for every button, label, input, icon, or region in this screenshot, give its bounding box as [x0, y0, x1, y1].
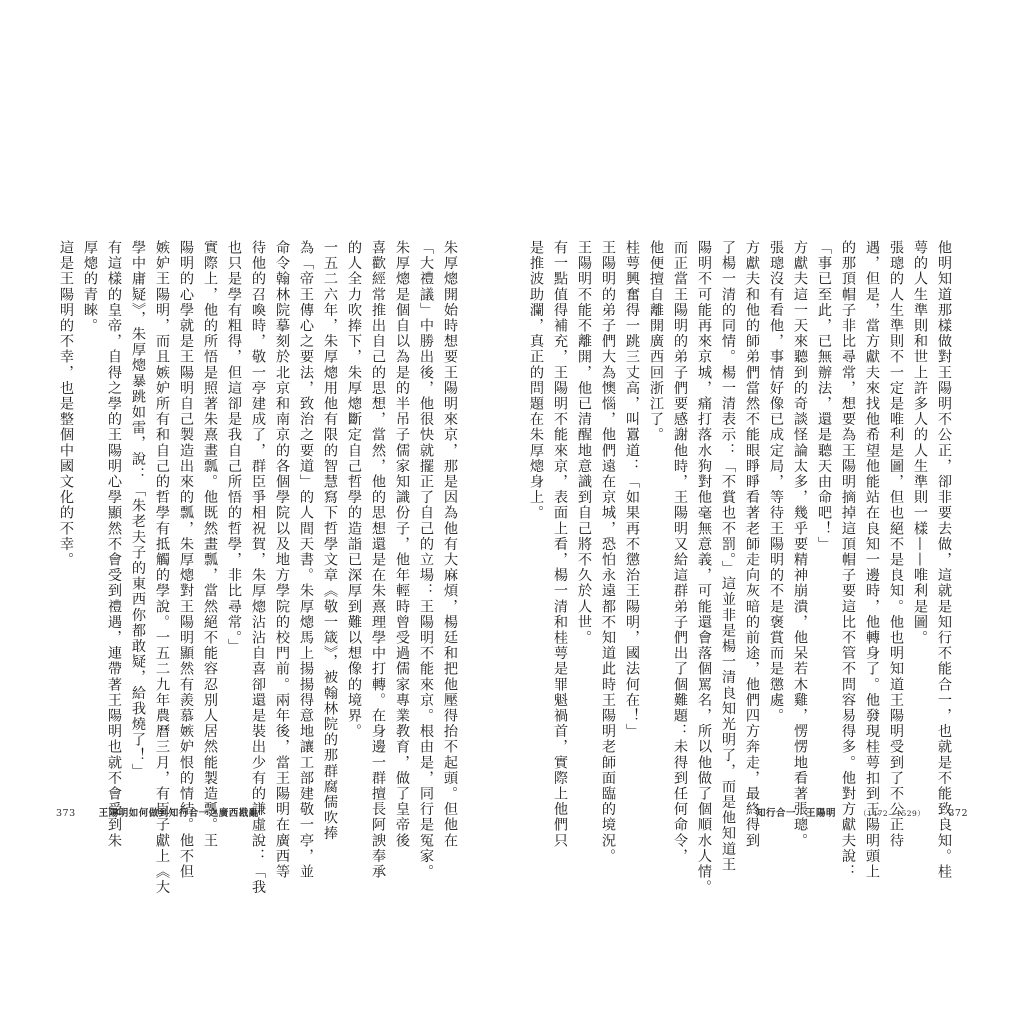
text-column: 是推波助瀾，真正的問題在朱厚熜身上。 [528, 240, 544, 521]
text-column: 朱厚熜開始時想要王陽明來京，那是因為他有大麻煩，楊廷和把他壓得抬不起頭。但他在 [442, 240, 458, 849]
text-column: 喜歡經常推出自己的思想，當然，他的思想還是在朱熹理學中打轉。在身邊一群擅長阿諛奉承 [370, 240, 386, 880]
text-column: 王陽明不能不離開，他已清醒地意識到自己將不久於人世。 [576, 240, 592, 646]
text-column: 也只是學有粗得，但這卻是我自己所悟的哲學，非比尋常。」 [226, 240, 242, 655]
text-column: 這是王陽明的不幸，也是整個中國文化的不幸。 [58, 240, 74, 568]
running-head: 王陽明如何做到知行合一之廣西戡亂 [98, 808, 259, 819]
text-column: 張璁的人生準則不一定是唯利是圖，但也絕不是良知。他也明知道王陽明受到了不公正待 [888, 240, 904, 849]
text-column: 的那頂帽子非比尋常，想要為王陽明摘掉這頂帽子要這比不管不問容易得多。他對方獻夫說： [840, 240, 856, 880]
text-column: 「事已至此，已無辦法，還是聽天由命吧！」 [816, 240, 832, 552]
page-number: 373 [56, 808, 76, 819]
text-column: 一五二六年，朱厚熜用他有限的智慧寫下哲學文章《敬一箴》，被翰林院的那群腐儒吹捧 [322, 240, 338, 842]
text-column: 有一點值得補充，王陽明不能來京，表面上看，楊一清和桂萼是罪魁禍首，實際上他們只 [552, 240, 568, 849]
text-column: 陽明的心學就是王陽明自己製造出來的瓢，朱厚熜對王陽明顯然有羨慕嫉妒恨的情結。他不但 [178, 240, 194, 880]
text-column: 張璁沒有看他，事情好像已成定局，等待王陽明的不是褒賞而是懲處。 [768, 240, 784, 724]
left-page-footer [56, 805, 259, 819]
text-column: 萼的人生準則和世上許多人的人生準則一樣——唯利是圖。 [912, 240, 928, 646]
text-column: 待他的召喚時，敬一亭建成了，群臣爭相祝賀，朱厚熜沾沾自喜卻還是裝出少有的謙虛說：「我 [250, 240, 266, 896]
text-column: 有這樣的皇帝，自得之學的王陽明心學顯然不會受到禮遇，連帶著王陽明也就不會受到朱 [106, 240, 122, 849]
page-number: 372 [948, 808, 968, 819]
text-column: 為「帝王傳心之要法，致治之要道」的人間天書。朱厚熜馬上揚揚得意地讓工部建敬一亭，並 [298, 240, 314, 880]
text-column: 方獻夫這一天來聽到的奇談怪論太多，幾乎要精神崩潰，他呆若木雞，愣愣地看著張璁。 [792, 240, 808, 849]
text-column: 方獻夫和他的師弟們當然不能眼睜睜看著老師走向灰暗的前途，他們四方奔走，最終得到 [744, 240, 760, 849]
text-column: 王陽明的弟子們大為懊惱，他們遠在京城，恐怕永遠都不知道此時王陽明老師面臨的境況。 [600, 240, 616, 864]
text-column: 學中庸疑》，朱厚熜暴跳如雷，說：「朱老夫子的東西你都敢疑，給我燒了！」 [130, 240, 146, 779]
text-column: 遇，但是，當方獻夫來找他希望他能站在良知一邊時，他轉身了。他發現桂萼扣到王陽明頭上 [864, 240, 880, 880]
text-column: 嫉妒王陽明，而且嫉妒所有和自己的哲學有抵觸的學說。一五二九年農曆三月，有臣子獻上《大 [154, 240, 170, 896]
text-column: 而正當王陽明的弟子們要感謝他時，王陽明又給這群弟子們出了個難題：未得到任何命令， [672, 240, 688, 864]
text-column: 陽明不可能再來京城，痛打落水狗對他毫無意義，可能還會落個罵名，所以他做了個順水人情。 [696, 240, 712, 896]
right-page-footer [756, 805, 968, 819]
running-head-dates: （1472—1529） [859, 809, 926, 818]
text-column: 命令翰林院摹刻於北京和南京的各個學院以及地方學院的校門前。兩年後，當王陽明在廣西等 [274, 240, 290, 880]
text-column: 他明知道那樣做對王陽明不公正，卻非要去做，這就是知行不能合一，也就是不能致良知。桂 [936, 240, 952, 880]
text-column: 厚熜的青睞。 [82, 240, 98, 334]
text-column: 他便擅自離開廣西回浙江了。 [648, 240, 664, 443]
text-column: 的人全力吹捧下，朱厚熜斷定自己哲學的造詣已深厚到難以想像的境界。 [346, 240, 362, 740]
text-column: 桂萼興奮得一跳三丈高，叫囂道：「如果再不懲治王陽明，國法何在！」 [624, 240, 640, 740]
text-column: 「大禮議」中勝出後，他很快就擺正了自己的立場：王陽明不能來京。根由是，同行是冤家。 [418, 240, 434, 880]
text-column: 實際上，他的所悟是照著朱熹畫瓢。他既然畫瓢，當然絕不能容忍別人居然能製造瓢。王 [202, 240, 218, 849]
text-column: 朱厚熜是個自以為是的半吊子儒家知識份子，他年輕時曾受過儒家專業教育，做了皇帝後 [394, 240, 410, 849]
text-column: 了楊一清的同情。楊一清表示：「不賞也不罰。」這並非是楊一清良知光明了，而是他知道王 [720, 240, 736, 873]
running-head: 知行合一 王陽明 [756, 808, 837, 819]
